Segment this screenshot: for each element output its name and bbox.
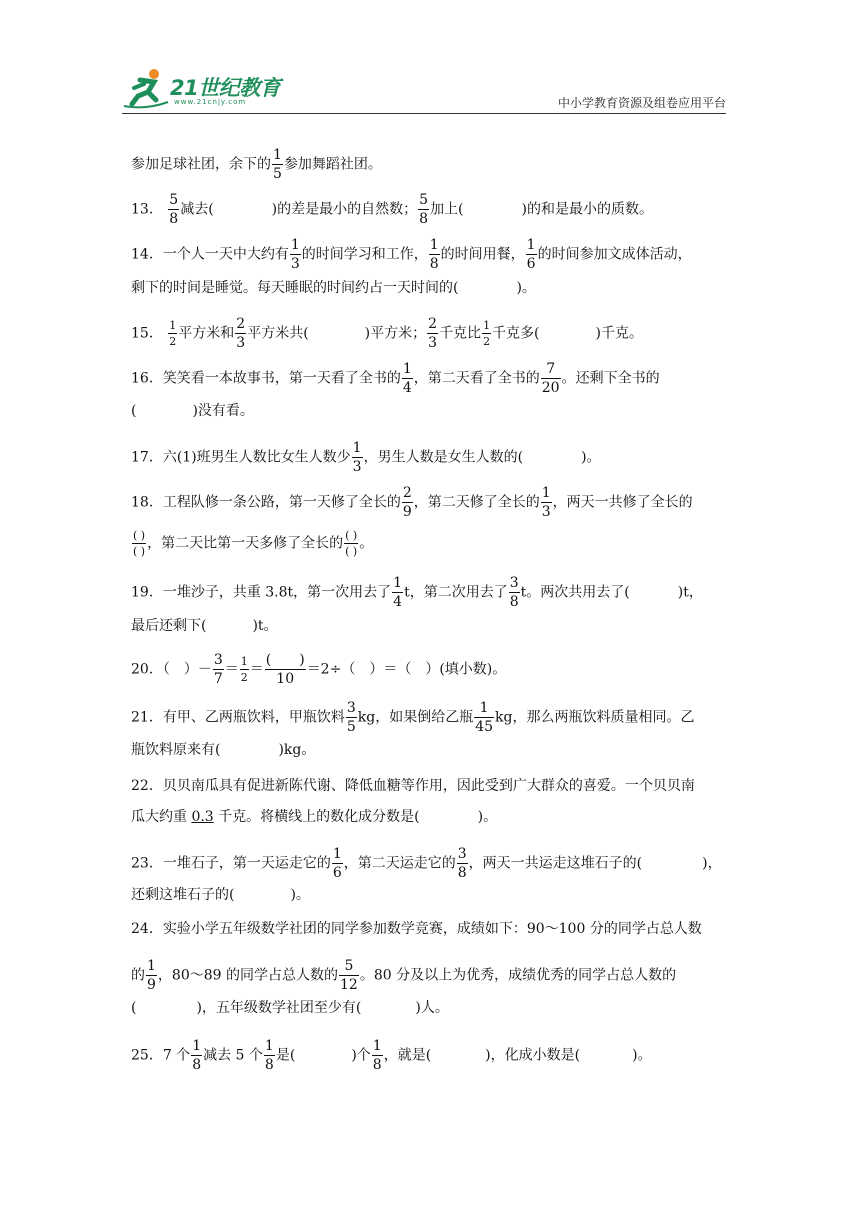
fraction: $\frac{3}{8}$ bbox=[457, 846, 467, 881]
question-22: 22．贝贝南瓜具有促进新陈代谢、降低血糖等作用，因此受到广大群众的喜爱。一个贝贝南 bbox=[131, 778, 695, 794]
fraction: $\frac{3}{8}$ bbox=[509, 575, 519, 610]
question-21-line-2: 瓶饮料原来有( )kg。 bbox=[131, 742, 316, 758]
platform-title: 中小学教育资源及组卷应用平台 bbox=[557, 96, 726, 110]
question-number: 22． bbox=[131, 778, 163, 794]
question-18: 18．工程队修一条公路，第一天修了全长的 $\frac{2}{9}$ ，第二天修了全长的 $\frac{1}{3}$ ，两天一共修了全长的 bbox=[131, 485, 693, 520]
question-number: 19． bbox=[131, 584, 163, 601]
question-16: 16．笑笑看一本故事书，第一天看了全书的 $\frac{1}{4}$ ，第二天看了全书的 $\frac{7}{20}$ 。还剩下全书的 bbox=[131, 361, 660, 396]
answer-fraction-blank[interactable]: ( ) ( ) bbox=[345, 529, 358, 558]
fraction: $\frac{1}{45}$ bbox=[475, 700, 494, 735]
fraction: $\frac{1}{4}$ bbox=[402, 361, 412, 396]
fraction: $\frac{1}{4}$ bbox=[393, 575, 403, 610]
fraction: $\frac{7}{20}$ bbox=[541, 361, 560, 396]
question-number: 17． bbox=[131, 449, 163, 466]
question-15: 15． $\frac{1}{2}$ 平方米和 $\frac{2}{3}$ 平方米共( )平方米； $\frac{2}{3}$ 千克比 $\frac{1}{2}$ 千克多( )千克。 bbox=[131, 316, 643, 351]
fraction: $\frac{5}{8}$ bbox=[419, 192, 429, 227]
fraction: $\frac{2}{9}$ bbox=[402, 485, 412, 520]
question-number: 23． bbox=[131, 855, 163, 872]
question-number: 14． bbox=[131, 246, 163, 263]
header-divider bbox=[122, 113, 726, 114]
question-19: 19．一堆沙子，共重 3.8t，第一次用去了 $\frac{1}{4}$ t，第二次用去了 $\frac{3}{8}$ t。两次共用去了( )t， bbox=[131, 575, 703, 610]
fraction: $\frac{5}{12}$ bbox=[340, 958, 358, 993]
fraction: $\frac{1}{2}$ bbox=[483, 319, 491, 348]
question-21: 21．有甲、乙两瓶饮料，甲瓶饮料 $\frac{3}{5}$ kg，如果倒给乙瓶 $\frac{1}{45}$ kg，那么两瓶饮料质量相同。乙 bbox=[131, 700, 695, 735]
logo-text: 21世纪教育 bbox=[170, 76, 281, 100]
fraction: $\frac{1}{8}$ bbox=[264, 1038, 274, 1073]
question-17: 17．六(1)班男生人数比女生人数少 $\frac{1}{3}$ ，男生人数是女生人数的( )。 bbox=[131, 440, 601, 475]
question-12-continued: 参加足球社团，余下的 $\frac{1}{5}$ 参加舞蹈社团。 bbox=[131, 147, 382, 182]
question-number: 18． bbox=[131, 494, 163, 511]
logo bbox=[120, 66, 300, 112]
fraction: $\frac{1}{2}$ bbox=[169, 319, 177, 348]
fraction: $\frac{1}{3}$ bbox=[290, 237, 300, 272]
question-22-line-2: 瓜大约重 0.3 千克。将横线上的数化成分数是( )。 bbox=[131, 809, 498, 825]
fraction: $\frac{1}{8}$ bbox=[429, 237, 439, 272]
answer-fraction-blank[interactable]: ( ) ( ) bbox=[133, 529, 146, 558]
runner-logo-icon bbox=[120, 66, 172, 110]
page-header bbox=[120, 66, 726, 116]
question-number: 15． bbox=[131, 325, 163, 342]
question-16-line-2: ( )没有看。 bbox=[131, 403, 254, 419]
question-number: 13． bbox=[131, 201, 163, 218]
fraction: $\frac{3}{5}$ bbox=[346, 700, 356, 735]
fraction: $\frac{1}{8}$ bbox=[372, 1038, 382, 1073]
question-13: 13． $\frac{5}{8}$ 减去( )的差是最小的自然数； $\frac{5}{8}$ 加上( )的和是最小的质数。 bbox=[131, 192, 653, 227]
logo-url: www.21cnjy.com bbox=[174, 98, 247, 106]
question-18-line-2: ( ) ( ) ，第二天比第一天多修了全长的 ( ) ( ) 。 bbox=[133, 529, 374, 558]
answer-blank[interactable]: （ ） bbox=[162, 661, 198, 678]
question-24-line-3: ( )，五年级数学社团至少有( )人。 bbox=[131, 1000, 449, 1016]
question-number: 16． bbox=[131, 370, 163, 387]
question-number: 25． bbox=[131, 1047, 163, 1064]
underlined-number: 0.3 bbox=[191, 809, 214, 825]
question-23-line-2: 还剩这堆石子的( )。 bbox=[131, 887, 310, 903]
fraction: $\frac{1}{3}$ bbox=[541, 485, 551, 520]
fraction: $\frac{1}{2}$ bbox=[240, 655, 248, 684]
fraction: $\frac{1}{6}$ bbox=[526, 237, 536, 272]
fraction: $\frac{2}{3}$ bbox=[236, 316, 246, 351]
fraction: $\frac{1}{9}$ bbox=[147, 958, 156, 993]
fraction: $\frac{2}{3}$ bbox=[428, 316, 438, 351]
fraction: $\frac{1}{8}$ bbox=[192, 1038, 202, 1073]
question-number: 24． bbox=[131, 921, 163, 937]
question-20: 20．（ ）－ $\frac{3}{7}$ ＝ $\frac{1}{2}$ ＝ ( ) 10 ＝2÷（ ）＝（ ）(填小数)。 bbox=[131, 652, 507, 687]
question-25: 25．7 个 $\frac{1}{8}$ 减去 5 个 $\frac{1}{8}$ 是( )个 $\frac{1}{8}$ ，就是( )，化成小数是( )。 bbox=[131, 1038, 652, 1073]
question-19-line-2: 最后还剩下( )t。 bbox=[131, 618, 278, 634]
fraction: $\frac{1}{6}$ bbox=[332, 846, 342, 881]
fraction: $\frac{5}{8}$ bbox=[169, 192, 179, 227]
question-14: 14．一个人一天中大约有 $\frac{1}{3}$ 的时间学习和工作， $\frac{1}{8}$ 的时间用餐， $\frac{1}{6}$ 的时间参加文成体活动， bbox=[131, 237, 692, 272]
fraction: $\frac{3}{7}$ bbox=[213, 652, 223, 687]
question-14-line-2: 剩下的时间是睡觉。每天睡眠的时间约占一天时间的( )。 bbox=[131, 280, 536, 296]
fraction: $\frac{1}{3}$ bbox=[352, 440, 362, 475]
question-24: 24．实验小学五年级数学社团的同学参加数学竞赛，成绩如下：90～100 分的同学占总人数 bbox=[131, 921, 702, 937]
answer-fraction-blank[interactable]: ( ) 10 bbox=[265, 652, 305, 687]
fraction: $\frac{1}{5}$ bbox=[273, 147, 282, 182]
question-23: 23．一堆石子，第一天运走它的 $\frac{1}{6}$ ，第二天运走它的 $\frac{3}{8}$ ，两天一共运走这堆石子的( )， bbox=[131, 846, 722, 881]
question-24-line-2: 的 $\frac{1}{9}$ ，80～89 的同学占总人数的 $\frac{5}{12}$ 。80 分及以上为优秀，成绩优秀的同学占总人数的 bbox=[131, 958, 677, 993]
question-number: 21． bbox=[131, 709, 163, 726]
question-number: 20． bbox=[131, 661, 163, 678]
